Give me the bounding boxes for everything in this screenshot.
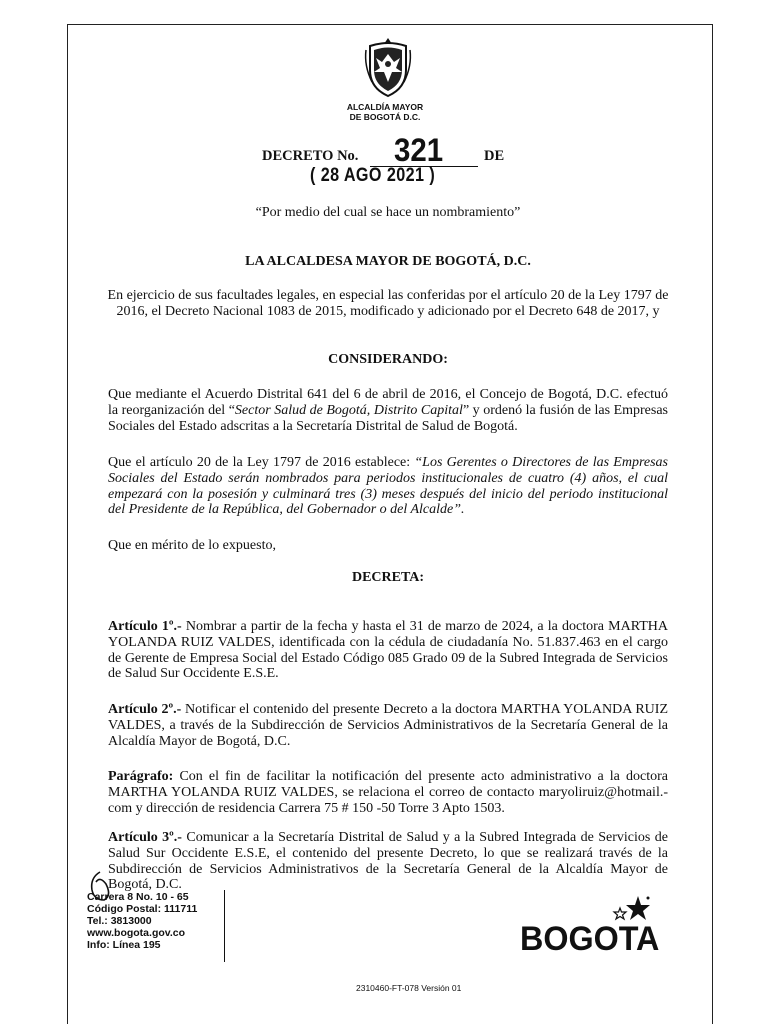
decree-date-value: 28 AGO 2021	[320, 165, 425, 186]
footer-web: www.bogota.gov.co	[87, 927, 185, 939]
footer-contact	[87, 891, 197, 951]
footer-address: Carrera 8 No. 10 - 65	[87, 891, 189, 903]
considering-1-text-b: ” y ordenó la fusión de las Empresas Sociales del Estado adscritas a la Secretaría Distrital de Salud de Bogotá.	[108, 402, 668, 434]
footer-info: Info: Línea 195	[87, 939, 161, 951]
footer-phone: Tel.: 3813000	[87, 915, 152, 927]
considering-1-italic: Sector Salud de Bogotá, Distrito Capital	[234, 402, 463, 418]
decreta-heading: DECRETA:	[351, 570, 425, 585]
paragraph-clause-text: Con el fin de facilitar la notificación del presente acto administrativo a la doctora MARTHA YOLANDA RUIZ VALDES, se relaciona el correo de contacto maryoliruiz@hotmail.-com y dirección de residencia Carrera 75 # 150 -50 Torre 3 Apto 1503.	[108, 769, 668, 816]
decree-number: 321	[394, 132, 444, 168]
article-1	[108, 619, 668, 682]
decree-date	[310, 165, 435, 187]
decree-de-label: DE	[484, 148, 505, 164]
office-name-line2: DE BOGOTÁ D.C.	[349, 112, 421, 122]
article-1-text: Nombrar a partir de la fecha y hasta el 31 de marzo de 2024, a la doctora MARTHA YOLANDA RUIZ VALDES, identificada con la cédula de ciudadanía No. 51.837.463 en el cargo de Gerente de Empresa Social del Estado Código 085 Grado 09 de la Subred Integrada de Servicios de Salud Sur Occidente E.S.E.	[108, 619, 668, 682]
decree-date-open: (	[310, 165, 316, 186]
bogota-brand-logo: BOGOTA	[520, 920, 660, 958]
decree-date-close: )	[429, 165, 436, 186]
article-3-text: Comunicar a la Secretaría Distrital de Salud y a la Subred Integrada de Servicios de Salud Sur Occidente E.S.E, el contenido del presente Decreto, lo que se realizará través de la Subdirección de Servicios Administrativos de la Secretaría General de la Alcaldía Mayor de Bogotá, D.C.	[108, 830, 668, 893]
considering-2-quote: “Los Gerentes o Directores de las Empresas Sociales del Estado serán nombrados para periodos institucionales de cuatro (4) años, el cual empezará con la posesión y culminará tres (3) meses después del inicio del periodo institucional del Presidente de la República, del Gobernador o del Alcalde”.	[108, 455, 668, 518]
paragraph-clause	[108, 769, 668, 816]
considering-paragraph-2	[108, 455, 668, 518]
decree-label: DECRETO No.	[262, 148, 359, 164]
form-code: 2310460-FT-078 Versión 01	[356, 983, 462, 993]
footer-divider	[224, 890, 225, 962]
article-1-label: Artículo 1º.-	[108, 619, 182, 634]
considering-1-text-a: Que mediante el Acuerdo Distrital 641 del 6 de abril de 2016, el Concejo de Bogotá, D.C. efectuó la reorganización del “	[108, 387, 668, 418]
bogota-coat-of-arms-icon	[362, 36, 414, 98]
considering-paragraph-3: Que en mérito de lo expuesto,	[108, 538, 276, 553]
decree-authority: LA ALCALDESA MAYOR DE BOGOTÁ, D.C.	[245, 254, 531, 269]
article-2-text: Notificar el contenido del presente Decreto a la doctora MARTHA YOLANDA RUIZ VALDES, a través de la Subdirección de Servicios Administrativos de la Secretaría General de la Alcaldía Mayor de Bogotá, D.C.	[108, 702, 668, 749]
article-2-label: Artículo 2º.-	[108, 702, 182, 717]
decree-subject: “Por medio del cual se hace un nombramiento”	[255, 205, 521, 220]
article-3-label: Artículo 3º.-	[108, 830, 182, 845]
paragraph-clause-label: Parágrafo:	[108, 769, 174, 784]
considerando-heading: CONSIDERANDO:	[328, 352, 448, 367]
footer-postal: Código Postal: 111711	[87, 903, 198, 915]
considering-2-text: Que el artículo 20 de la Ley 1797 de 2016 establece:	[108, 455, 415, 470]
office-name-line1: ALCALDÍA MAYOR	[346, 102, 424, 112]
considering-paragraph-1	[108, 387, 668, 434]
article-3	[108, 830, 668, 893]
article-2	[108, 702, 668, 749]
intro-paragraph: En ejercicio de sus facultades legales, en especial las conferidas por el artículo 20 de la Ley 1797 de 2016, el Decreto Nacional 1083 de 2015, modificado y adicionado por el Decreto 648 de 2017, y	[107, 288, 669, 319]
